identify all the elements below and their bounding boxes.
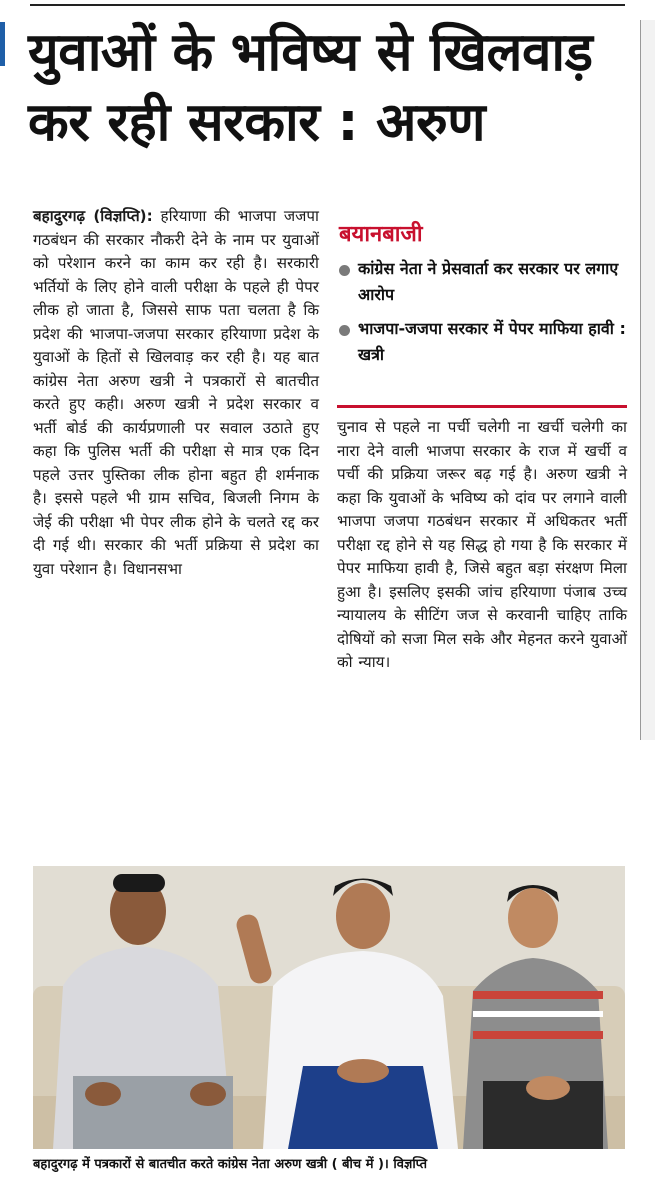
photo-illustration <box>33 866 625 1149</box>
dateline: बहादुरगढ़ (विज्ञप्ति): <box>33 207 153 225</box>
headline-line-1: युवाओं के भविष्य से खिलवाड़ <box>28 22 593 83</box>
headline-line-2: कर रही सरकार : अरुण <box>28 92 486 153</box>
article-body-right-column: चुनाव से पहले ना पर्ची चलेगी ना खर्ची चलेगी का नारा देने वाली भाजपा सरकार के राज में खर्ची व पर्ची की प्रक्रिया जरूर बढ़ गई है। अरुण खत्री ने कहा कि युवाओं के भविष्य को दांव पर लगाने वाली भाजपा जजपा गठबंधन सरकार में अधिकतर भर्ती परीक्षा रद्द होने से यह सिद्ध हो गया है कि सरकार में पेपर माफिया हावी है, जिसे बहुत बड़ा संरक्षण मिला हुआ है। इसलिए इसकी जांच हरियाणा पंजाब उच्च न्यायालय के सीटिंग जज से करवानी चाहिए ताकि दोषियों को सजा मिल सके और मेहनत करने युवाओं को न्याय। <box>337 418 627 671</box>
page-edge-marker <box>0 22 5 66</box>
highlight-bullet <box>337 316 627 368</box>
body-left-text: हरियाणा की भाजपा जजपा गठबंधन की सरकार नौकरी देने के नाम पर युवाओं को परेशान करने का काम कर रही है। सरकारी भर्तियों के लिए होने वाली परीक्षा के पहले ही पेपर लीक हो जाता है, जिससे साफ पता चलता है कि प्रदेश की भाजपा-जजपा सरकार हरियाणा प्रदेश के युवाओं के हितों से खिलवाड़ कर रही है। यह बात कांग्रेस नेता अरुण खत्री ने पत्रकारों से बातचीत करते हुए कही। अरुण खत्री ने प्रदेश सरकार व भर्ती बोर्ड की कार्यप्रणाली पर सवाल उठाते हुए कहा कि पुलिस भर्ती की परीक्षा से मात्र एक दिन पहले उत्तर पुस्तिका लीक होना बहुत ही शर्मनाक है। इससे पहले भी ग्राम सचिव, बिजली निगम के जेई की परीक्षा भी पेपर लीक होने के चलते रद्द कर दी गई थी। सरकार की भर्ती प्रक्रिया से प्रदेश का युवा परेशान है। विधानसभा <box>33 207 319 578</box>
photo-caption: बहादुरगढ़ में पत्रकारों से बातचीत करते कांग्रेस नेता अरुण खत्री ( बीच में )। विज्ञप्ति <box>33 1157 428 1172</box>
highlight-bullet <box>337 256 627 308</box>
highlight-box-underline <box>337 405 627 408</box>
top-rule <box>30 4 625 6</box>
bullet-dot-icon <box>339 265 350 276</box>
headline <box>28 18 628 158</box>
bullet-dot-icon <box>339 325 350 336</box>
highlight-box <box>337 220 627 408</box>
press-conference-photo <box>33 866 625 1149</box>
highlight-box-title: बयानबाजी <box>339 222 423 247</box>
highlight-bullet-text: कांग्रेस नेता ने प्रेसवार्ता कर सरकार पर लगाए आरोप <box>358 259 619 304</box>
adjacent-column-edge <box>640 20 655 740</box>
article-body-left-column <box>33 205 319 581</box>
highlight-bullet-text: भाजपा-जजपा सरकार में पेपर माफिया हावी : खत्री <box>358 319 626 364</box>
